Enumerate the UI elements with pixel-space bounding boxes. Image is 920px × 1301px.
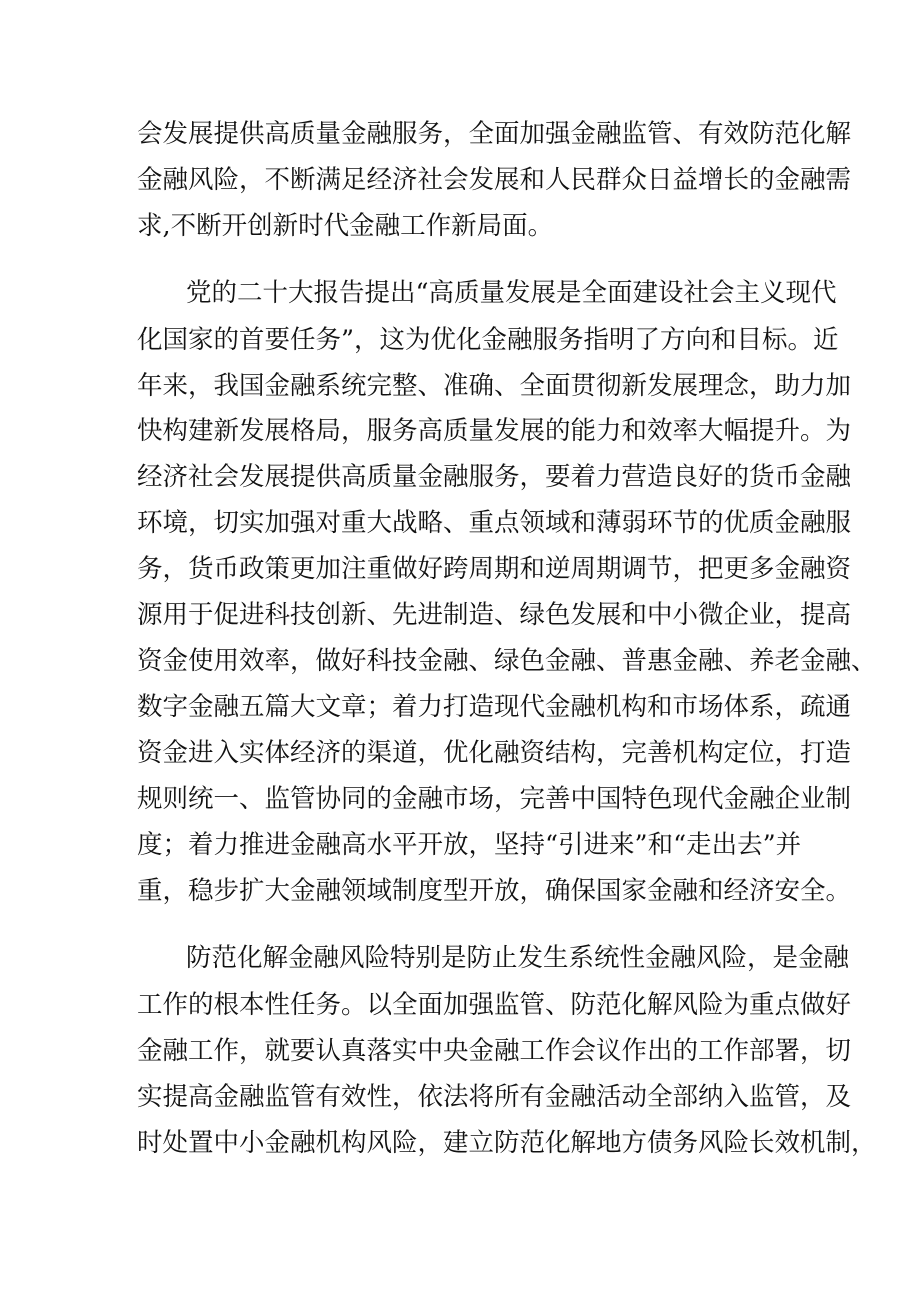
text-line: 时处置中小金融机构风险，建立防范化解地方债务风险长效机制， [137,1128,877,1158]
text-line: 数字金融五篇大文章；着力打造现代金融机构和市场体系，疏通 [137,692,852,722]
text-line: 党的二十大报告提出“高质量发展是全面建设社会主义现代 [186,278,837,308]
text-line: 重，稳步扩大金融领域制度型开放，确保国家金融和经济安全。 [137,876,852,906]
text-line: 会发展提供高质量金融服务，全面加强金融监管、有效防范化解 [137,119,852,149]
text-line: 环境，切实加强对重大战略、重点领域和薄弱环节的优质金融服 [137,508,852,538]
text-line: 实提高金融监管有效性，依法将所有金融活动全部纳入监管，及 [137,1082,852,1112]
text-line: 资金使用效率，做好科技金融、绿色金融、普惠金融、养老金融、 [137,646,877,676]
text-line: 求,不断开创新时代金融工作新局面。 [137,211,554,241]
text-line: 务，货币政策更加注重做好跨周期和逆周期调节，把更多金融资 [137,554,852,584]
text-line: 工作的根本性任务。以全面加强监管、防范化解风险为重点做好 [137,990,852,1020]
text-line: 快构建新发展格局，服务高质量发展的能力和效率大幅提升。为 [137,416,852,446]
text-line: 金融工作，就要认真落实中央金融工作会议作出的工作部署，切 [137,1036,852,1066]
text-line: 度；着力推进金融高水平开放，坚持“引进来”和“走出去”并 [137,830,802,860]
text-line: 经济社会发展提供高质量金融服务，要着力营造良好的货币金融 [137,462,852,492]
text-line: 规则统一、监管协同的金融市场，完善中国特色现代金融企业制 [137,784,852,814]
text-line: 年来，我国金融系统完整、准确、全面贯彻新发展理念，助力加 [137,371,852,401]
text-line: 防范化解金融风险特别是防止发生系统性金融风险，是金融 [186,943,850,973]
text-line: 源用于促进科技创新、先进制造、绿色发展和中小微企业，提高 [137,600,852,630]
text-line: 金融风险，不断满足经济社会发展和人民群众日益增长的金融需 [137,165,852,195]
text-line: 化国家的首要任务”，这为优化金融服务指明了方向和目标。近 [137,325,839,355]
text-line: 资金进入实体经济的渠道，优化融资结构，完善机构定位，打造 [137,738,852,768]
